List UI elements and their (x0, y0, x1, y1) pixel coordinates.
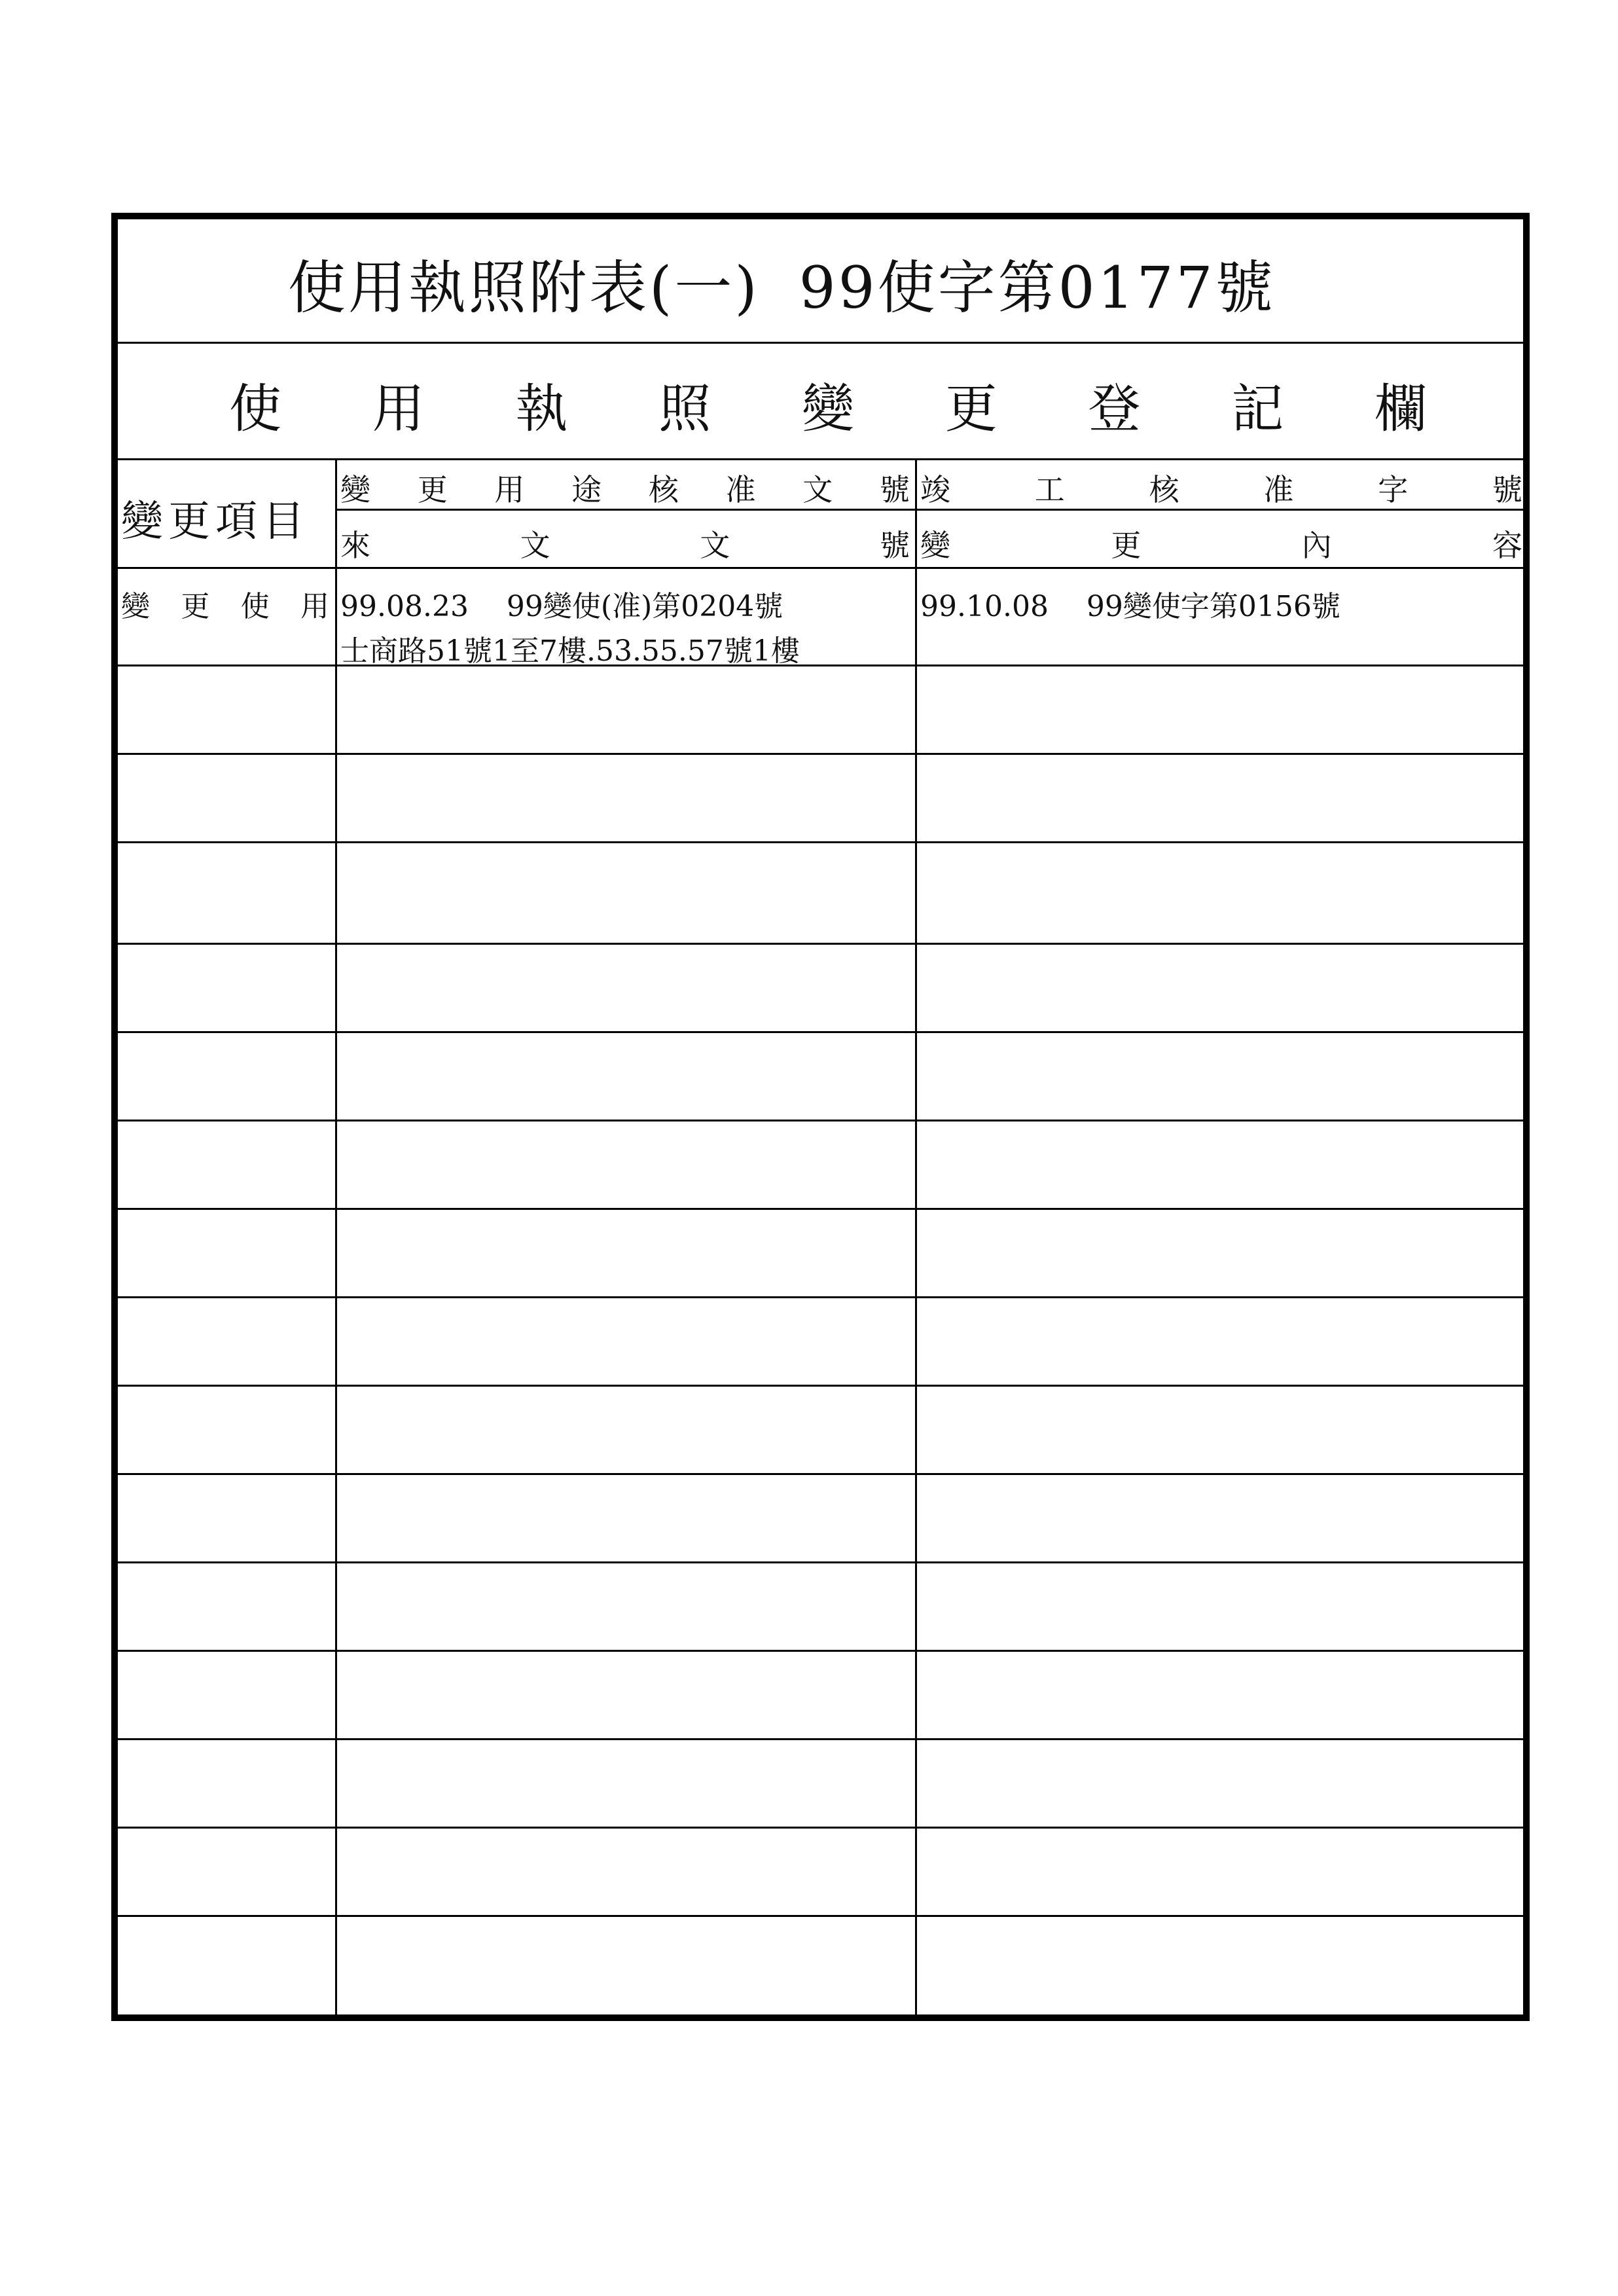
row-divider (115, 1650, 1526, 1652)
row-divider (115, 1738, 1526, 1740)
row-divider (115, 1473, 1526, 1475)
form-title-right: 99使字第0177號 (799, 254, 1276, 321)
row-divider (115, 1296, 1526, 1298)
row-divider (115, 841, 1526, 843)
row-divider (115, 1827, 1526, 1829)
subtitle-divider (115, 458, 1526, 460)
form-title (288, 242, 1276, 325)
header-change-content: 變 更 內 容 (920, 528, 1522, 563)
row-divider (115, 665, 1526, 666)
row-divider (115, 1031, 1526, 1033)
title-divider (115, 342, 1526, 344)
row-divider (115, 943, 1526, 945)
header-incoming-doc-no: 來 文 文 號 (340, 528, 910, 563)
column-divider-1 (335, 458, 337, 2016)
row-divider (115, 1385, 1526, 1387)
row-divider (115, 753, 1526, 755)
row-divider (115, 1208, 1526, 1210)
row1-completion-doc: 99.10.08 99變使字第0156號 (920, 590, 1340, 623)
row-divider (115, 1915, 1526, 1917)
column-divider-2 (915, 458, 917, 2016)
header-bottom-divider (115, 567, 1526, 569)
row-divider (115, 1120, 1526, 1121)
header-item: 變更項目 (121, 498, 310, 546)
form-subtitle: 使 用 執 照 變 更 登 記 欄 (229, 378, 1427, 439)
form-title-left: 使用執照附表(一) (288, 254, 760, 321)
header-completion-approval-no: 竣 工 核 准 字 號 (920, 472, 1522, 507)
row1-item: 變 更 使 用 (121, 590, 329, 623)
header-approval-doc-no: 變 更 用 途 核 准 文 號 (340, 472, 910, 507)
row-divider (115, 1561, 1526, 1563)
row1-address: 士商路51號1至7樓.53.55.57號1樓 (340, 634, 800, 668)
row1-approval-doc: 99.08.23 99變使(准)第0204號 (340, 590, 783, 623)
